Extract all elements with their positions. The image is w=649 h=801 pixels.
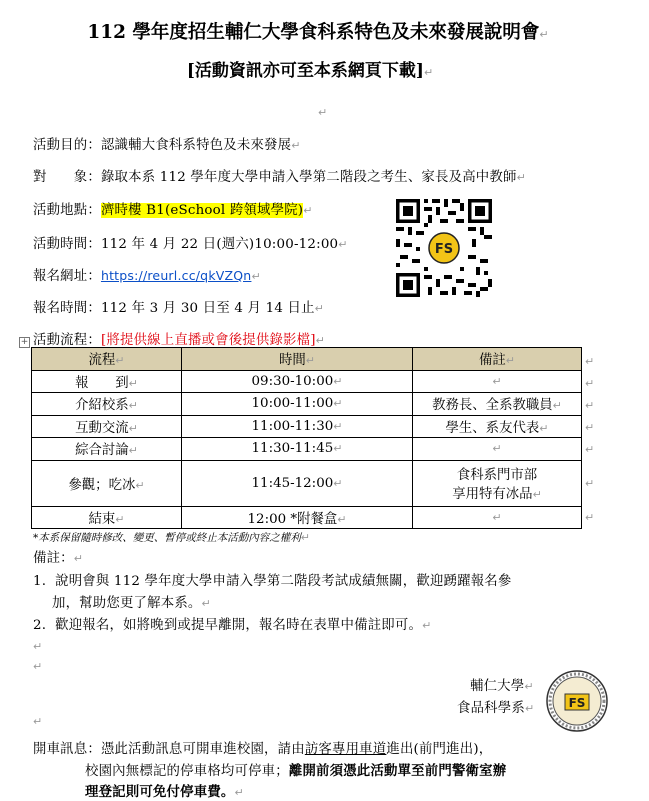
time-cell: 09:30-10:00↵ <box>182 370 413 393</box>
location-line: 活動地點：濟時樓 B1(eSchool 跨領域學院)↵ <box>33 203 313 218</box>
purpose-line: 活動目的：認識輔大食科系特色及未來發展↵ <box>33 138 301 153</box>
location-value: 濟時樓 B1(eSchool 跨領域學院) <box>100 203 304 218</box>
parking-line-3: 理登記則可免付停車費。↵ <box>85 784 244 800</box>
step-cell: 綜合討論↵ <box>32 438 182 461</box>
url-line: 報名網址：https://reurl.cc/qkVZQn↵ <box>33 268 261 284</box>
reg-time-line: 報名時間：112 年 3 月 30 日至 4 月 14 日止↵ <box>33 301 325 316</box>
svg-text:FS: FS <box>568 696 586 710</box>
remark-1: 1. 說明會與 112 學年度大學申請入學第二階段考試成績無關，歡迎踴躍報名參 <box>33 574 512 589</box>
schedule-table <box>31 347 582 529</box>
qr-code[interactable] <box>396 199 492 297</box>
table-row <box>32 460 582 506</box>
table-row <box>32 415 582 438</box>
reg-time-label: 報名時間： <box>33 301 101 316</box>
step-cell: 介紹校系↵ <box>32 393 182 416</box>
page-subtitle: [活動資訊亦可至本系網頁下載]↵ <box>186 61 434 81</box>
table-row <box>32 370 582 393</box>
note-cell: ↵ <box>413 438 582 461</box>
note-cell: ↵ <box>413 506 582 529</box>
page-title: 112 學年度招生輔仁大學食科系特色及未來發展說明會↵ <box>87 22 549 43</box>
flow-line: 活動流程：[將提供線上直播或會後提供錄影檔]↵ <box>33 333 326 348</box>
time-cell: 12:00 *附餐盒↵ <box>182 506 413 529</box>
department-seal <box>546 670 608 732</box>
step-cell: 參觀；吃冰↵ <box>32 460 182 506</box>
time-cell: 11:45-12:00↵ <box>182 460 413 506</box>
disclaimer: *本系保留隨時修改、變更、暫停或終止本活動內容之權利↵ <box>33 531 310 544</box>
location-label: 活動地點： <box>33 203 101 218</box>
step-cell: 互動交流↵ <box>32 415 182 438</box>
paragraph-mark: ↵ <box>539 28 549 41</box>
time-cell: 11:00-11:30↵ <box>182 415 413 438</box>
note-cell: 學生、系友代表↵ <box>413 415 582 438</box>
seal-icon <box>546 670 608 732</box>
remark-2: 2. 歡迎報名，如將晚到或提早離開，報名時在表單中備註即可。↵ <box>33 618 432 633</box>
reg-time-value: 112 年 3 月 30 日至 4 月 14 日止 <box>100 301 315 316</box>
time-line: 活動時間：112 年 4 月 22 日(週六)10:00-12:00↵ <box>33 237 348 252</box>
step-cell: 報 到↵ <box>32 370 182 393</box>
target-label: 對 象： <box>33 170 101 185</box>
qr-code-icon <box>396 199 492 297</box>
table-move-handle[interactable]: + <box>20 337 29 347</box>
signature-department: 食品科學系↵ <box>457 701 535 716</box>
remark-1-continued: 加，幫助您更了解本系。↵ <box>52 596 211 611</box>
time-cell: 10:00-11:00↵ <box>182 393 413 416</box>
url-label: 報名網址： <box>33 269 101 284</box>
note-cell: 食科系門市部 享用特有冰品↵ <box>413 460 582 506</box>
header-note: 備註↵ <box>413 348 582 371</box>
target-line: 對 象：錄取本系 112 學年度大學申請入學第二階段之考生、家長及高中教師↵ <box>33 170 526 185</box>
svg-text:FS: FS <box>434 242 454 257</box>
purpose-label: 活動目的： <box>33 138 101 153</box>
table-row <box>32 506 582 529</box>
note-cell: 教務長、全系教職員↵ <box>413 393 582 416</box>
time-cell: 11:30-11:45↵ <box>182 438 413 461</box>
table-row <box>32 393 582 416</box>
flow-label: 活動流程： <box>33 333 101 348</box>
parking-line-2: 校園內無標記的停車格均可停車；離開前須憑此活動單至前門警衛室辦 <box>85 763 507 779</box>
flow-note: [將提供線上直播或會後提供錄影檔] <box>100 333 316 348</box>
parking-line-1: 開車訊息：憑此活動訊息可開車進校園，請由訪客專用車道進出(前門進出)， <box>33 742 493 757</box>
target-value: 錄取本系 112 學年度大學申請入學第二階段之考生、家長及高中教師 <box>100 170 517 185</box>
header-time: 時間↵ <box>182 348 413 371</box>
signature-university: 輔仁大學↵ <box>470 679 534 694</box>
remarks-label: 備註：↵ <box>33 551 84 566</box>
table-header-row <box>32 348 582 371</box>
paragraph-mark: ↵ <box>318 106 328 119</box>
time-label: 活動時間： <box>33 237 101 252</box>
time-value: 112 年 4 月 22 日(週六)10:00-12:00 <box>100 237 339 252</box>
parking-label: 開車訊息： <box>33 742 101 757</box>
header-step: 流程↵ <box>32 348 182 371</box>
step-cell: 結束↵ <box>32 506 182 529</box>
purpose-value: 認識輔大食科系特色及未來發展 <box>100 138 292 153</box>
note-cell: ↵ <box>413 370 582 393</box>
registration-link[interactable]: https://reurl.cc/qkVZQn <box>100 268 252 283</box>
table-row <box>32 438 582 461</box>
